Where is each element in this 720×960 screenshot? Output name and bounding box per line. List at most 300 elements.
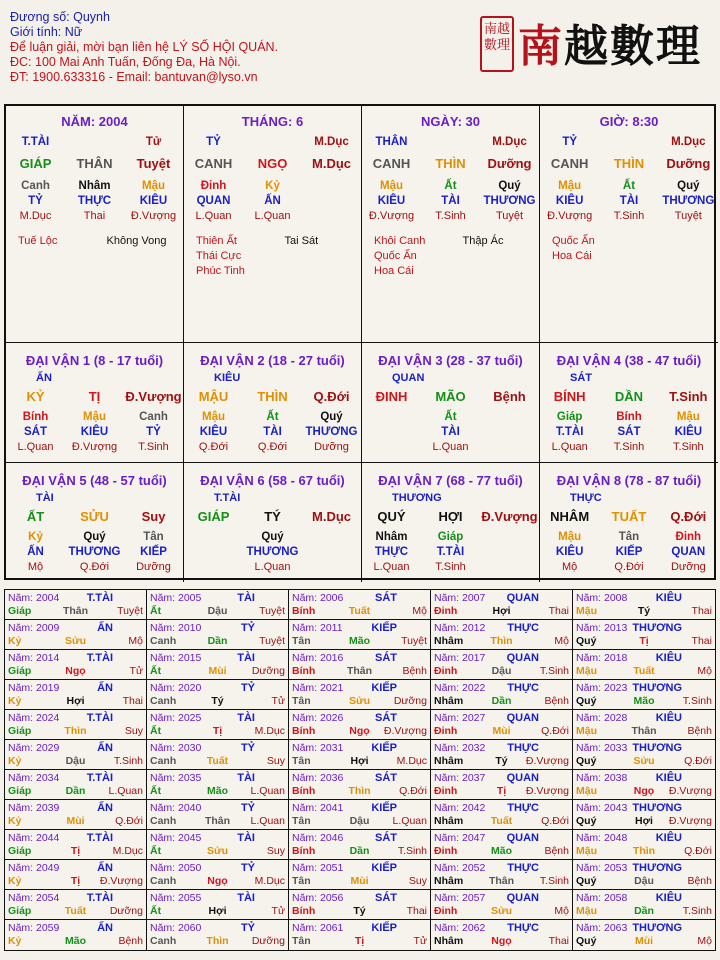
star-item: Quốc Ấn [552, 235, 595, 247]
year-cell [573, 770, 715, 800]
year-row-bottom [292, 665, 427, 678]
dai-van-title: ĐẠI VẬN 5 (48 - 57 tuổi) [22, 473, 167, 488]
pillar-states-1: Đ.Vượng [547, 210, 593, 222]
year-stem: Đinh [434, 605, 458, 617]
year-row-top [150, 712, 285, 725]
year-label: Năm: 2007 [434, 592, 486, 604]
dai-van-states-3: T.Sinh [138, 441, 169, 453]
year-cell [289, 590, 431, 620]
dai-van-hidden-gods-3 [480, 545, 539, 560]
dai-van-states-1 [362, 440, 421, 455]
year-state: T.Sinh [682, 695, 712, 707]
year-row-bottom [8, 635, 143, 648]
dai-van-god: THỰC [570, 492, 602, 504]
dai-van-hidden-gods-2: THƯƠNG [68, 546, 121, 558]
year-branch: Mùi [350, 875, 369, 887]
stars-left [362, 234, 451, 279]
year-state: Mộ [554, 905, 569, 917]
year-god: THỰC [507, 862, 539, 874]
year-cell [147, 710, 289, 740]
year-row-bottom [576, 815, 712, 828]
year-row-bottom [576, 905, 712, 918]
year-row-bottom [292, 785, 427, 798]
year-state: Đ.Vượng [668, 815, 712, 827]
dai-van-stem-branch-1: BÍNH [553, 389, 586, 404]
year-row-top [8, 622, 143, 635]
year-state: Tuyệt [259, 635, 285, 647]
year-branch: Ngọ [349, 725, 370, 737]
name-line: Đương số: Quynh [10, 10, 110, 24]
year-row-top [292, 592, 427, 605]
year-branch: Thìn [206, 935, 229, 947]
pillar-hidden-gods-2: TÀI [619, 195, 639, 207]
dai-van-stem-branch [6, 508, 183, 526]
gender-line: Giới tính: Nữ [10, 25, 83, 39]
dai-van-hidden-3: Đinh [675, 531, 702, 543]
year-state: Tuyệt [259, 605, 285, 617]
contact-line: Để luận giải, mời bạn liên hệ LÝ SỐ HỘI QUÁN. [10, 40, 279, 54]
pillar-top-god-2 [599, 135, 658, 150]
year-row-top [150, 862, 285, 875]
dai-van-hidden-1: Mậu [558, 531, 582, 543]
year-label: Năm: 2049 [8, 862, 60, 874]
year-row-top [8, 922, 143, 935]
year-row-bottom [434, 875, 569, 888]
dai-van-7 [362, 463, 540, 582]
year-branch: Sửu [206, 845, 229, 857]
year-row-bottom [434, 755, 569, 768]
year-stem: Quý [576, 935, 597, 947]
year-branch: Dậu [634, 875, 654, 887]
year-label: Năm: 2014 [8, 652, 60, 664]
dai-van-states [362, 560, 539, 575]
year-row-bottom [434, 785, 569, 798]
year-god: KIÊU [655, 832, 682, 844]
stars-left [184, 234, 273, 279]
year-god: SÁT [375, 772, 397, 784]
year-row-top [576, 592, 712, 605]
year-branch: Ngọ [207, 875, 228, 887]
star-item: Thiên Ất [196, 235, 237, 247]
dai-van-hidden-1: Nhâm [375, 531, 408, 543]
dai-van-hidden-gods-1 [184, 545, 243, 560]
year-row-top [8, 862, 143, 875]
year-branch: Dần [65, 785, 86, 797]
star-item: Thái Cực [196, 250, 242, 262]
dai-van-title: ĐẠI VẬN 7 (68 - 77 tuổi) [378, 473, 523, 488]
pillar-stem-branch-3: Dưỡng [487, 156, 532, 171]
star-item: Tuế Lộc [18, 235, 58, 247]
dai-van-states-1: L.Quan [373, 561, 410, 573]
year-row-bottom [576, 875, 712, 888]
pillar-title: GIỜ: 8:30 [599, 114, 659, 129]
year-state: Đ.Vượng [99, 875, 143, 887]
dai-van-title: ĐẠI VẬN 6 (58 - 67 tuổi) [200, 473, 345, 488]
year-stem: Tân [292, 875, 311, 887]
year-stem: Canh [150, 635, 177, 647]
year-stem: Bính [292, 605, 316, 617]
dai-van-hidden-gods [540, 545, 718, 560]
year-branch: Tý [211, 695, 224, 707]
year-state: Dưỡng [251, 665, 285, 677]
dai-van-hidden-1: Giáp [556, 411, 583, 423]
dai-van-hidden-1 [362, 410, 421, 425]
stars-right [629, 234, 641, 264]
year-stem: Nhâm [434, 755, 464, 767]
year-cell [573, 830, 715, 860]
year-row-top [434, 742, 569, 755]
year-branch: Hợi [208, 905, 227, 917]
year-label: Năm: 2038 [576, 772, 628, 784]
year-stem: Ất [150, 605, 162, 617]
dai-van-stem-branch [540, 388, 718, 406]
pillar-top-god [362, 135, 539, 150]
year-state: L.Quan [108, 785, 143, 797]
dai-van-title: ĐẠI VẬN 4 (38 - 47 tuổi) [556, 353, 702, 368]
year-row-bottom [150, 725, 285, 738]
year-row-bottom [8, 815, 143, 828]
year-cell [431, 890, 573, 920]
pillar-states-1: Đ.Vượng [368, 210, 415, 222]
pillar-hidden [6, 179, 183, 194]
year-row-top [150, 922, 285, 935]
pillar-states-2: T.Sinh [435, 210, 466, 222]
year-label: Năm: 2056 [292, 892, 344, 904]
pillar-states-1: M.Dục [19, 210, 52, 222]
year-row-bottom [8, 725, 143, 738]
year-god: THƯƠNG [632, 862, 682, 874]
dai-van-hidden-gods-3: TỶ [146, 426, 161, 438]
year-state: T.Sinh [539, 875, 569, 887]
pillar-top-god-2 [65, 135, 124, 150]
dai-van-states-1: L.Quan [551, 441, 588, 453]
year-god: THƯƠNG [632, 802, 682, 814]
year-cell [147, 680, 289, 710]
year-god: QUAN [506, 712, 539, 724]
year-god: TÀI [237, 832, 255, 844]
year-row-bottom [8, 845, 143, 858]
year-branch: Sửu [348, 695, 371, 707]
year-row-top [576, 922, 712, 935]
pillar-states-3 [302, 209, 361, 224]
year-branch: Dậu [207, 605, 228, 617]
year-row-bottom [8, 785, 143, 798]
dai-van-stem-branch-1: MẬU [198, 389, 229, 404]
dai-van-hidden-gods-1: KIÊU [199, 426, 228, 438]
year-label: Năm: 2032 [434, 742, 486, 754]
dai-van-hidden-gods-1: KIÊU [555, 546, 584, 558]
dai-van-hidden-3: Canh [139, 411, 168, 423]
year-label: Năm: 2062 [434, 922, 486, 934]
pillar-title: NGÀY: 30 [421, 114, 480, 129]
year-branch: Dậu [65, 755, 86, 767]
pillar-hidden-gods-2: ẤN [264, 195, 281, 207]
year-cell [573, 680, 715, 710]
year-row-top [576, 772, 712, 785]
year-row-bottom [434, 815, 569, 828]
pillar-chart [4, 104, 716, 580]
year-row-top [8, 802, 143, 815]
year-label: Năm: 2023 [576, 682, 628, 694]
year-row-top [8, 892, 143, 905]
dai-van-3 [362, 343, 540, 463]
dai-van-stem-branch-1: KỶ [26, 389, 45, 404]
dai-van-hidden [362, 530, 539, 545]
year-stem: Canh [150, 695, 177, 707]
pillar-hidden-gods [6, 194, 183, 209]
pillar-stars [184, 234, 361, 279]
year-cell [147, 830, 289, 860]
year-state: Bệnh [687, 725, 712, 737]
year-row-bottom [292, 815, 427, 828]
year-label: Năm: 2020 [150, 682, 202, 694]
dai-van-title: ĐẠI VẬN 1 (8 - 17 tuổi) [25, 353, 164, 368]
dai-van-stem-branch-2: THÌN [257, 389, 288, 404]
dai-van-stem-branch-2: HỢI [438, 509, 463, 524]
year-branch: Dậu [491, 665, 512, 677]
pillar-states-3: Tuyệt [674, 210, 702, 222]
year-branch: Hợi [635, 815, 653, 827]
dai-van-states-2: Q.Đới [257, 441, 288, 453]
year-row-bottom [292, 725, 427, 738]
year-label: Năm: 2027 [434, 712, 486, 724]
dai-van-stem-branch-1: QUÝ [377, 509, 406, 524]
year-branch: Tý [495, 755, 508, 767]
year-label: Năm: 2018 [576, 652, 628, 664]
year-god: TỶ [240, 922, 255, 934]
year-stem: Nhâm [434, 875, 464, 887]
year-state: Thai [691, 605, 712, 617]
year-god: TỶ [240, 682, 255, 694]
year-state: T.Sinh [113, 755, 143, 767]
year-god: THỰC [507, 622, 539, 634]
pillar-3 [362, 106, 540, 343]
year-row-bottom [150, 815, 285, 828]
seal-stamp: 南越 數理 [480, 16, 514, 72]
dai-van-stem-branch-1: NHÂM [550, 509, 590, 524]
year-label: Năm: 2057 [434, 892, 486, 904]
year-branch: Thân [204, 815, 231, 827]
pillar-hidden-1: Canh [21, 180, 50, 192]
stars-right [273, 234, 319, 279]
year-god: THỰC [507, 682, 539, 694]
year-state: Thai [122, 695, 143, 707]
year-stem: Bính [292, 665, 316, 677]
year-state: T.Sinh [539, 665, 569, 677]
pillar-hidden-gods-3: KIÊU [139, 195, 168, 207]
dai-van-hidden [184, 530, 361, 545]
year-stem: Đinh [434, 905, 458, 917]
pillar-hidden-1: Mậu [558, 180, 582, 192]
dai-van-stem-branch-2: MÃO [435, 389, 466, 404]
year-row-top [292, 622, 427, 635]
year-cell [573, 650, 715, 680]
year-state: Suy [266, 845, 285, 857]
pillar-stars [6, 234, 183, 249]
year-stem: Nhâm [434, 815, 464, 827]
year-label: Năm: 2055 [150, 892, 202, 904]
year-row-bottom [8, 665, 143, 678]
dai-van-stem-branch [540, 508, 718, 526]
year-row-bottom [8, 695, 143, 708]
year-branch: Dần [634, 905, 654, 917]
year-state: Thai [548, 935, 569, 947]
dai-van-hidden-gods [6, 425, 183, 440]
year-row-top [576, 622, 712, 635]
year-row-top [434, 922, 569, 935]
year-branch: Dần [207, 635, 228, 647]
dai-van-hidden-3: Tân [143, 531, 164, 543]
year-row-bottom [576, 695, 712, 708]
year-cell [289, 770, 431, 800]
dai-van-hidden [540, 410, 718, 425]
dai-van-8 [540, 463, 718, 582]
year-god: KIẾP [371, 862, 397, 874]
pillar-hidden-3 [302, 179, 361, 194]
year-god: THỰC [507, 742, 539, 754]
year-stem: Giáp [8, 785, 32, 797]
pillar-top-god-2 [421, 135, 480, 150]
year-row-top [292, 922, 427, 935]
year-state: Bệnh [118, 935, 143, 947]
pillar-states-1: L.Quan [195, 210, 232, 222]
dai-van-stem-branch [6, 388, 183, 406]
year-state: Bệnh [544, 695, 569, 707]
year-stem: Bính [292, 905, 316, 917]
year-row-bottom [150, 875, 285, 888]
year-label: Năm: 2004 [8, 592, 60, 604]
dai-van-hidden-gods [362, 545, 539, 560]
dai-van-stem-branch-1: GIÁP [197, 509, 230, 524]
year-cell [431, 860, 573, 890]
year-branch: Tuất [490, 815, 513, 827]
dai-van-hidden-gods-1: THỰC [374, 546, 409, 558]
pillar-hidden-2: Kỷ [265, 180, 280, 192]
year-branch: Mão [65, 935, 86, 947]
dai-van-states [184, 560, 361, 575]
year-row-top [292, 802, 427, 815]
dai-van-stem-branch-3: Suy [141, 509, 166, 524]
year-stem: Quý [576, 635, 597, 647]
year-state: Suy [266, 755, 285, 767]
year-label: Năm: 2031 [292, 742, 344, 754]
year-row-top [576, 742, 712, 755]
stars-right [95, 234, 167, 249]
year-row-bottom [150, 635, 285, 648]
stars-left [6, 234, 95, 249]
pillar-hidden-gods [540, 194, 718, 209]
year-label: Năm: 2008 [576, 592, 628, 604]
dai-van-stem-branch-3: Q.Đới [670, 509, 707, 524]
year-branch: Hợi [66, 695, 85, 707]
year-label: Năm: 2005 [150, 592, 202, 604]
year-stem: Đinh [434, 725, 458, 737]
year-god: THƯƠNG [632, 742, 682, 754]
dai-van-god: KIÊU [214, 372, 241, 384]
year-label: Năm: 2016 [292, 652, 344, 664]
year-state: M.Dục [254, 875, 285, 887]
year-cell [289, 890, 431, 920]
dai-van-hidden-gods [184, 425, 361, 440]
dai-van-hidden-1: Mậu [202, 411, 225, 423]
dai-van-hidden-gods-2: T.TÀI [436, 546, 465, 558]
year-branch: Mùi [66, 815, 85, 827]
pillar-hidden-3: Quý [677, 180, 700, 192]
year-god: KIẾP [371, 802, 397, 814]
dai-van-hidden [540, 530, 718, 545]
year-god: KIÊU [655, 592, 682, 604]
logo-title: 南越數理 [518, 21, 702, 72]
year-god: SÁT [375, 652, 397, 664]
dai-van-states-1: L.Quan [17, 441, 54, 453]
year-branch: Mùi [492, 725, 511, 737]
year-god: KIẾP [371, 742, 397, 754]
dai-van-god: ẤN [36, 372, 52, 384]
pillar-hidden-gods [184, 194, 361, 209]
year-god: TỶ [240, 802, 255, 814]
pillar-states [6, 209, 183, 224]
dai-van-6 [184, 463, 362, 582]
year-label: Năm: 2011 [292, 622, 343, 634]
year-god: T.TÀI [86, 592, 113, 604]
dai-van-hidden-gods-3: QUAN [671, 546, 706, 558]
year-row-bottom [150, 905, 285, 918]
year-branch: Mùi [634, 935, 654, 947]
pillar-hidden-gods-3: THƯƠNG [662, 195, 715, 207]
dai-van-hidden [6, 410, 183, 425]
dai-van-god: QUAN [392, 372, 425, 384]
pillar-hidden-gods-2: THỰC [77, 195, 112, 207]
year-cell [431, 830, 573, 860]
year-stem: Nhâm [434, 935, 464, 947]
year-row-top [292, 742, 427, 755]
year-branch: Tị [212, 725, 223, 737]
year-stem: Tân [292, 935, 311, 947]
year-row-bottom [292, 905, 427, 918]
year-cell [431, 920, 573, 950]
year-cell [431, 590, 573, 620]
pillar-top-god [540, 135, 718, 150]
year-state: Đ.Vượng [383, 725, 427, 737]
year-row-top [292, 832, 427, 845]
dai-van-states-2: L.Quan [254, 561, 291, 573]
year-stem: Nhâm [434, 635, 464, 647]
pillar-hidden-1: Mậu [380, 180, 403, 192]
year-branch: Tị [70, 845, 81, 857]
year-stem: Tân [292, 815, 311, 827]
year-god: ẤN [97, 682, 113, 694]
year-state: Q.Đới [684, 755, 712, 767]
year-stem: Mậu [576, 845, 597, 857]
dai-van-stem-branch-2: TỊ [88, 389, 101, 404]
year-god: TỶ [240, 742, 255, 754]
year-cell [5, 830, 147, 860]
year-cell [147, 590, 289, 620]
dai-van-hidden-3: Mậu [676, 411, 700, 423]
year-state: Bệnh [402, 665, 427, 677]
year-stem: Mậu [576, 725, 597, 737]
pillar-stem-branch-1: CANH [194, 156, 233, 171]
dai-van-hidden-gods-2: THƯƠNG [246, 546, 299, 558]
pillar-hidden [540, 179, 718, 194]
year-row-bottom [434, 935, 569, 948]
year-god: THỰC [507, 922, 539, 934]
year-row-bottom [292, 635, 427, 648]
dai-van-hidden-3 [480, 530, 539, 545]
year-state: Dưỡng [393, 695, 427, 707]
year-row-top [434, 892, 569, 905]
year-row-bottom [434, 635, 569, 648]
